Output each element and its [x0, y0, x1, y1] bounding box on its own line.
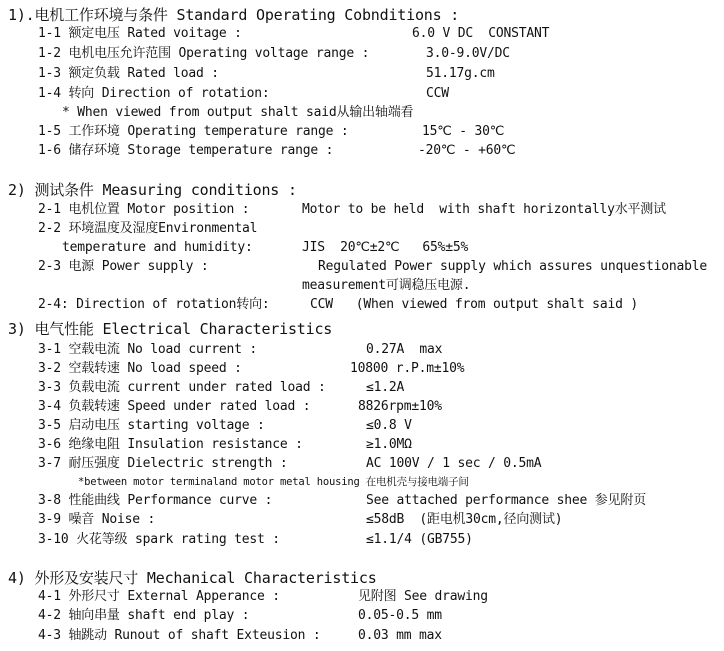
- spec-2-1-value: Motor to be held with shaft horizontally水平测试: [302, 202, 666, 217]
- spec-1-3-value: 51.17g.cm: [426, 66, 495, 81]
- section-2-heading: 2) 测试条件 Measuring conditions :: [8, 181, 297, 199]
- spec-2-4-value: CCW (When viewed from output shalt said ): [310, 297, 638, 312]
- spec-3-2-value: 10800 r.P.m±10%: [350, 361, 465, 376]
- spec-1-1-value: 6.0 V DC CONSTANT: [412, 26, 550, 41]
- spec-3-8-label: 3-8 性能曲线 Performance curve :: [38, 493, 273, 508]
- spec-1-1-label: 1-1 额定电压 Rated voitage :: [38, 26, 242, 41]
- spec-4-1-value: 见附图 See drawing: [358, 589, 488, 604]
- spec-4-3-label: 4-3 轴跳动 Runout of shaft Exteusion :: [38, 628, 321, 643]
- section-3-heading: 3) 电气性能 Electrical Characteristics: [8, 320, 333, 338]
- spec-4-2-value: 0.05-0.5 mm: [358, 608, 442, 623]
- spec-3-10-label: 3-10 火花等级 spark rating test :: [38, 532, 280, 547]
- spec-2-2-label-cont: temperature and humidity:: [62, 240, 253, 255]
- spec-1-2-value: 3.0-9.0V/DC: [426, 46, 510, 61]
- spec-2-2-label: 2-2 环境温度及湿度Environmental: [38, 221, 258, 236]
- spec-3-4-label: 3-4 负载转速 Speed under rated load :: [38, 399, 311, 414]
- spec-3-1-label: 3-1 空载电流 No load current :: [38, 342, 257, 357]
- spec-2-3-value-cont: measurement可调稳压电源.: [302, 278, 471, 293]
- spec-2-1-label: 2-1 电机位置 Motor position :: [38, 202, 250, 217]
- spec-3-2-label: 3-2 空载转速 No load speed :: [38, 361, 242, 376]
- spec-1-4-label: 1-4 转向 Direction of rotation:: [38, 86, 270, 101]
- spec-2-3-value: Regulated Power supply which assures unquestionable: [318, 259, 707, 274]
- spec-3-5-value: ≤0.8 V: [366, 418, 412, 433]
- spec-3-8-value: See attached performance shee 参见附页: [366, 493, 646, 508]
- spec-3-9-label: 3-9 噪音 Noise :: [38, 512, 156, 527]
- spec-4-1-label: 4-1 外形尺寸 External Apperance :: [38, 589, 280, 604]
- spec-3-7-note: *between motor terminaland motor metal housing 在电机壳与接电端子间: [78, 476, 469, 488]
- spec-3-3-label: 3-3 负载电流 current under rated load :: [38, 380, 326, 395]
- section-4-heading: 4) 外形及安装尺寸 Mechanical Characteristics: [8, 569, 377, 587]
- spec-1-4-value: CCW: [426, 86, 449, 101]
- spec-3-10-value: ≤1.1/4 (GB755): [366, 532, 473, 547]
- spec-4-2-label: 4-2 轴向串量 shaft end play :: [38, 608, 250, 623]
- spec-2-3-label: 2-3 电源 Power supply :: [38, 259, 209, 274]
- spec-3-3-value: ≤1.2A: [366, 380, 405, 395]
- spec-3-5-label: 3-5 启动电压 starting voltage :: [38, 418, 265, 433]
- spec-1-5-value: 15℃ - 30℃: [422, 124, 505, 139]
- spec-1-3-label: 1-3 额定负载 Rated load :: [38, 66, 219, 81]
- section-1-heading: 1).电机工作环境与条件 Standard Operating Cobnditions :: [8, 6, 460, 24]
- spec-3-4-value: 8826rpm±10%: [358, 399, 442, 414]
- spec-3-6-value: ≥1.0MΩ: [366, 437, 412, 452]
- spec-2-2-value: JIS 20℃±2℃ 65%±5%: [302, 240, 469, 255]
- spec-2-4-label: 2-4: Direction of rotation转向:: [38, 297, 270, 312]
- spec-3-9-value: ≤58dB (距电机30cm,径向测试): [366, 512, 563, 527]
- spec-3-6-label: 3-6 绝缘电阻 Insulation resistance :: [38, 437, 303, 452]
- spec-1-5-label: 1-5 工作环境 Operating temperature range :: [38, 124, 349, 139]
- spec-3-7-value: AC 100V / 1 sec / 0.5mA: [366, 456, 542, 471]
- spec-4-3-value: 0.03 mm max: [358, 628, 442, 643]
- spec-1-4-note: * When viewed from output shalt said从输出轴端看: [62, 105, 414, 120]
- spec-1-6-label: 1-6 储存环境 Storage temperature range :: [38, 143, 334, 158]
- spec-1-2-label: 1-2 电机电压允许范围 Operating voltage range :: [38, 46, 370, 61]
- spec-1-6-value: -20℃ - +60℃: [418, 143, 516, 158]
- spec-3-7-label: 3-7 耐压强度 Dielectric strength :: [38, 456, 288, 471]
- spec-3-1-value: 0.27A max: [366, 342, 443, 357]
